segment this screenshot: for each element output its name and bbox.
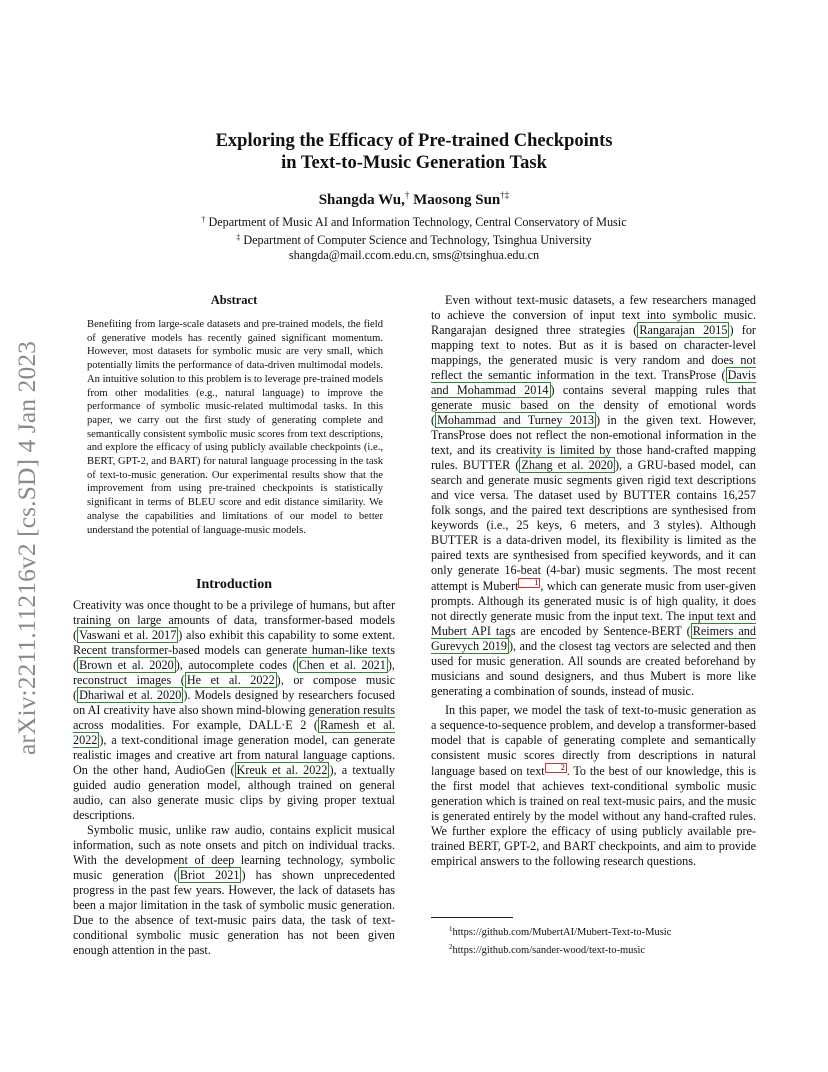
section-heading-introduction: Introduction [196,577,272,592]
author-affil-mark: † [404,190,410,200]
author-emails: shangda@mail.ccom.edu.cn, sms@tsinghua.edu.cn [288,248,540,262]
paragraph-text: ) for mapping text to notes. But as it is based on character-level mappings, the generated music is very random and does not reflect the semantic information in the text. TransProse ( [431,323,756,382]
footnote-1 [431,922,756,940]
citation-link[interactable]: Briot 2021 [179,868,240,882]
citation-link[interactable]: Chen et al. 2021 [298,658,386,672]
paragraph-text: ) also exhibit this capability to some extent. Recent transformer-based models can generate human-like texts ( [73,628,396,672]
paragraph [431,293,756,699]
affiliation-text: Department of Computer Science and Technology, Tsinghua University [243,233,592,247]
citation-link[interactable]: Rangarajan 2015 [639,323,728,337]
paragraph-text: ), a GRU-based model, can search and generate music segments given rigid text descriptions and vice versa. The dataset used by BUTTER contains 16,257 folk songs, and the paired text descriptions are synthesised from keywords (i.e., 25 keys, 6 meters, and 3 styles). Although BUTTER is a data-driven model, its flexibility is limited as the paired texts are synthesised from specified keywords, and it can only generate 16-beat (4-bar) music segments. The most recent attempt is Mubert [431,458,756,593]
citation-link[interactable]: Zhang et al. 2020 [521,458,613,472]
paper-title [100,130,728,174]
paragraph [73,598,395,823]
footnotes [431,922,756,958]
paragraph-text: ) has shown unprecedented progress in the past few years. However, the lack of datasets has been a major limitation in the task of symbolic music generation. Due to the absence of text-music pairs data, the task of text-conditional symbolic music generation has not been given enough attention in the past. [73,868,396,957]
citation-link[interactable]: Reimers and Gurevych 2019 [431,624,756,653]
citation-link[interactable]: Ramesh et al. 2022 [73,718,396,747]
paragraph-text: Creativity was once thought to be a privilege of humans, but after training on large amounts of data, transformer-based models ( [73,598,395,642]
author-name: Shangda Wu, [318,192,405,208]
paragraph [431,703,756,869]
citation-link[interactable]: Mohammad and Turney 2013 [437,413,595,427]
footnote-link[interactable]: https://github.com/sander-wood/text-to-music [452,945,646,956]
paragraph-text: In this paper, we model the task of text-to-music generation as a sequence-to-sequence problem, and develop a transformer-based model that is capable of generating complete and semantically consistent music scores directly from descriptions in natural language based on text [431,703,756,778]
paragraph-text: Even without text-music datasets, a few researchers managed to achieve the conversion of input text into symbolic music. Rangarajan designed three strategies ( [431,293,756,337]
footnote-rule [431,917,513,918]
author-affil-mark: †‡ [500,190,510,200]
author-name: Maosong Sun [413,192,501,208]
footnote-mark: 2 [449,943,453,951]
citation-link[interactable]: Vaswani et al. 2017 [79,628,177,642]
affil-mark: ‡ [236,233,241,242]
right-column-body [431,293,756,869]
paragraph [73,823,395,958]
paragraph-text: ), a text-conditional image generation model, can generate realistic images and creative art from natural language captions. On the other hand, AudioGen ( [73,733,395,777]
paragraph-text: ) contains several mapping rules that generate music based on the density of emotional words ( [431,383,756,427]
affiliation-2 [100,230,728,248]
footnote-ref-link[interactable]: 1 [518,578,540,588]
footnote-2 [431,940,756,958]
arxiv-identifier[interactable]: arXiv:2211.11216v2 [cs.SD] 4 Jan 2023 [12,340,41,755]
footnote-mark: 1 [449,925,453,933]
title-line-2: in Text-to-Music Generation Task [281,153,547,173]
paragraph-text: ). Models designed by researchers focused on AI creativity have also shown mind-blowing generation results across modalities. For example, DALL·E 2 ( [73,688,395,732]
abstract-heading: Abstract [210,293,258,307]
affiliation-text: Department of Music AI and Information Technology, Central Conservatory of Music [208,215,627,229]
abstract-text: Benefiting from large-scale datasets and pre-trained models, the field of generative models has recently gained significant momentum. However, most datasets for symbolic music are very small, which potentially limits the performance of data-driven multimodal models. An intuitive solution to this problem is to leverage pre-trained models from other modalities (e.g., natural language) to improve the performance of symbolic music-related multimodal tasks. In this paper, we carry out the first study of generating complete and semantically consistent symbolic music scores from text descriptions, and explore the efficacy of using publicly available checkpoints (i.e., BERT, GPT-2, and BART) for natural language processing in the task of text-to-music generation. Our experimental results show that the improvement from using pre-trained checkpoints is statistically significant in terms of BLEU score and edit distance similarity. We analyse the capabilities and limitations of our model to better understand the potential of language-music models. [87,319,383,536]
author-list [100,190,728,209]
paragraph-text: ), a textually guided audio generation model, although trained on general audio, can also generate music clips by giving proper textual descriptions. [73,763,395,822]
paragraph-text: , which can generate music from user-given prompts. Although its generated music is of high quality, it does not directly generate music from the input text. The input text and Mubert API tags are encoded by Sentence-BERT ( [431,579,756,638]
citation-link[interactable]: Kreuk et al. 2022 [236,763,328,777]
citation-link[interactable]: He et al. 2022 [186,673,275,687]
affiliations [100,212,728,263]
affil-mark: † [201,215,206,224]
paragraph-text: ) in the given text. However, TransProse does not reflect the non-emotional information in the text, and its creativity is limited by those hand-crafted mapping rules. BUTTER ( [431,413,756,472]
paragraph-text: Symbolic music, unlike raw audio, contains explicit musical information, such as note onsets and pitch on individual tracks. With the development of deep learning technology, symbolic music generation ( [73,823,395,882]
paragraph-text: ), and the closest tag vectors are selected and then used for music generation. All sounds are created beforehand by musicians and sound designers, and thus Mubert is more like generating a combination of sounds, instead of music. [431,639,756,698]
footnote-ref-link[interactable]: 2 [545,763,567,773]
paragraph-text: ), autocomplete codes ( [175,658,297,672]
title-line-1: Exploring the Efficacy of Pre-trained Checkpoints [215,131,613,151]
paragraph-text: ), or compose music ( [73,673,395,702]
paragraph-text: ), reconstruct images ( [73,658,395,687]
citation-link[interactable]: Davis and Mohammad 2014 [431,368,756,397]
left-column-body [73,598,395,958]
citation-link[interactable]: Dhariwal et al. 2020 [79,688,182,702]
paragraph-text: . To the best of our knowledge, this is the first model that achieves text-conditional symbolic music generation which is trained on real text-music pairs, and the music is generated entirely by the model without any hand-crafted rules. We further explore the efficacy of using publicly available pre-trained BERT, GPT-2, and BART checkpoints, and aim to provide empirical answers to the following research questions. [431,764,756,868]
affiliation-1 [100,212,728,230]
footnote-link[interactable]: https://github.com/MubertAI/Mubert-Text-to-Music [452,927,672,938]
citation-link[interactable]: Brown et al. 2020 [79,658,174,672]
